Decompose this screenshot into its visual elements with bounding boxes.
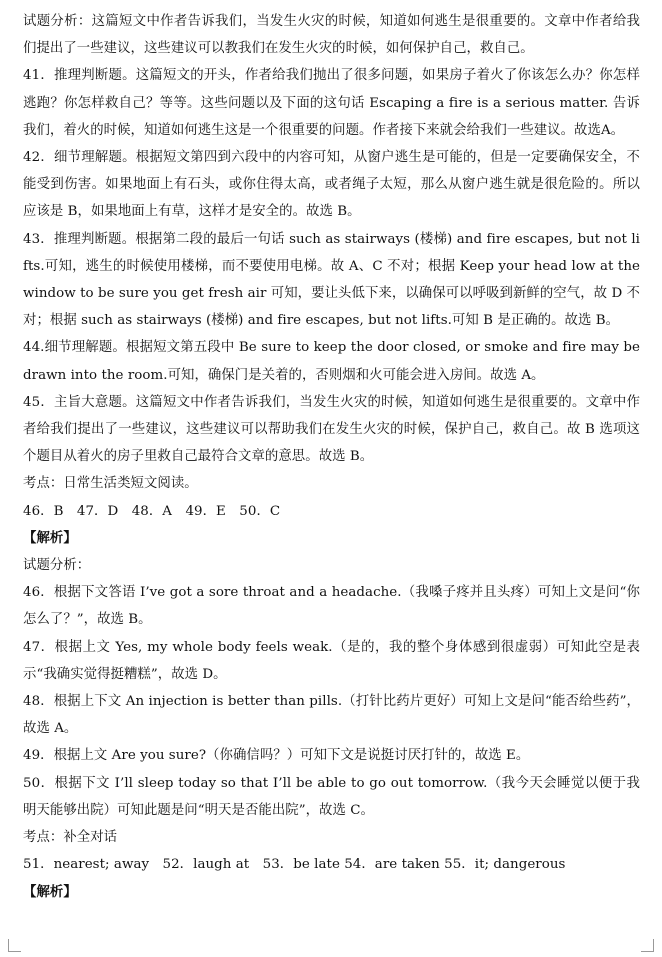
answer-key-51-55: 51．nearest; away 52．laugh at 53．be late 54．are taken 55．it; dangerous	[23, 857, 566, 873]
knowledge-point: 考点：补全对话	[23, 830, 118, 846]
answer-explanation-42: 42．细节理解题。根据短文第四到六段中的内容可知，从窗户逃生是可能的，但是一定要确保安全，不能受到伤害。如果地面上有石头，或你住得太高，或者绳子太短，那么从窗户逃生就是很危险的。所以应该是 B，如果地面上有草，这样才是安全的。故选 B。	[23, 150, 640, 220]
page-corner-mark	[641, 939, 654, 952]
section-heading-analysis: 【解析】	[23, 883, 77, 900]
answer-explanation-50: 50．根据下文 I’ll sleep today so that I’ll be able to go out tomorrow.（我今天会睡觉以便于我明天能够出院）可知此题是问“明天是否能出院”，故选 C。	[23, 775, 640, 818]
answer-explanation-49: 49．根据上文 Are you sure?（你确信吗？）可知下文是说挺讨厌打针的，故选 E。	[23, 748, 530, 764]
section-heading-analysis: 【解析】	[23, 529, 77, 546]
answer-explanation-44: 44.细节理解题。根据短文第五段中 Be sure to keep the door closed, or smoke and fire may be drawn into the room.可知，确保门是关着的，否则烟和火可能会进入房间。故选 A。	[23, 340, 640, 383]
analysis-label: 试题分析：	[23, 558, 91, 574]
answer-explanation-48: 48．根据上下文 An injection is better than pills.（打针比药片更好）可知上文是问“能否给些药”，故选 A。	[23, 694, 640, 737]
answer-key-46-50: 46．B 47．D 48．A 49．E 50．C	[23, 503, 281, 519]
analysis-paragraph: 试题分析：这篇短文中作者告诉我们，当发生火灾的时候，知道如何逃生是很重要的。文章中作者给我们提出了一些建议，这些建议可以教我们在发生火灾的时候，如何保护自己，救自己。	[23, 14, 640, 57]
answer-explanation-45: 45．主旨大意题。这篇短文中作者告诉我们，当发生火灾的时候，知道如何逃生是很重要的。文章中作者给我们提出了一些建议，这些建议可以帮助我们在发生火灾的时候，保护自己，救自己。故 B 选项这个题目从着火的房子里救自己最符合文章的意思。故选 B。	[23, 394, 640, 465]
answer-explanation-47: 47．根据上文 Yes, my whole body feels weak.（是的，我的整个身体感到很虚弱）可知此空是表示“我确实觉得挺糟糕”，故选 D。	[23, 639, 640, 682]
knowledge-point: 考点：日常生活类短文阅读。	[23, 476, 198, 492]
page-corner-mark	[8, 939, 21, 952]
answer-explanation-41: 41．推理判断题。这篇短文的开头，作者给我们抛出了很多问题，如果房子着火了你该怎么办？你怎样逃跑？你怎样救自己？等等。这些问题以及下面的这句话 Escaping a fire is a serious matter. 告诉我们，着火的时候，知道如何逃生这是一个很重要的问题。作者接下来就会给我们一些建议。故选A。	[23, 68, 640, 138]
answer-explanation-43: 43．推理判断题。根据第二段的最后一句话 such as stairways (楼梯) and fire escapes, but not lifts.可知，逃生的时候使用楼梯，而不要使用电梯。故 A、C 不对；根据 Keep your head low at the window to be sure you get fresh air 可知，要让头低下来，以确保可以呼吸到新鲜的空气，故 D 不对；根据 such as stairways (楼梯) and fire escapes, but not lifts.可知 B 是正确的。故选 B。	[23, 231, 640, 329]
answer-explanation-46: 46．根据下文答语 I’ve got a sore throat and a headache.（我嗓子疼并且头疼）可知上文是问“你怎么了？”，故选 B。	[23, 585, 640, 628]
